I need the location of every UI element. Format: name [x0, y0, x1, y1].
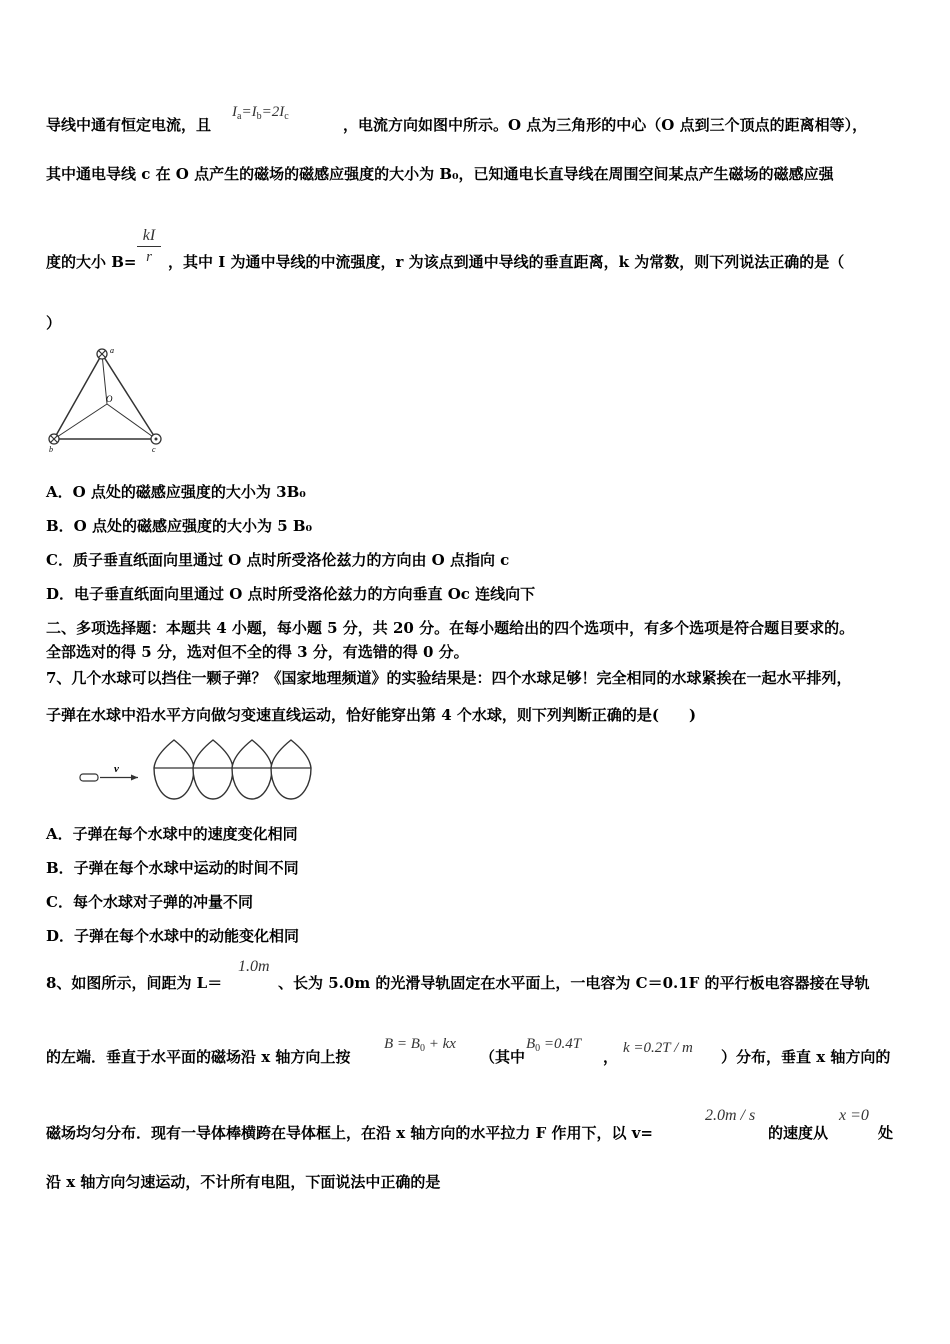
label-a: a: [110, 346, 114, 355]
label-c: c: [152, 445, 156, 454]
q8-line1-prefix: 8、如图所示，间距为 L＝: [46, 974, 223, 992]
q6-option-b: B．O 点处的磁感应强度的大小为 5 B₀: [46, 517, 313, 535]
q8-line3-suffix: 处: [878, 1124, 894, 1142]
label-o: O: [106, 394, 113, 404]
q6-option-c: C．质子垂直纸面向里通过 O 点时所受洛伦兹力的方向由 O 点指向 c: [46, 551, 510, 569]
q8-spacing-equation: 1.0m: [238, 958, 270, 975]
fraction-denominator: r: [146, 249, 152, 265]
q6-line4: ）: [46, 314, 62, 332]
section2-heading-line1: 二、多项选择题：本题共 4 小题，每小题 5 分，共 20 分。在每小题给出的四个选项中，有多个选项是符合题目要求的。: [46, 619, 855, 637]
q7-line1: 7、几个水球可以挡住一颗子弹？《国家地理频道》的实验结果是：四个水球足够！完全相同的水球紧挨在一起水平排列，: [46, 669, 852, 687]
water-balls-figure: [76, 736, 326, 806]
q8-line1-suffix: 、长为 5.0m 的光滑导轨固定在水平面上，一电容为 C＝0.1F 的平行板电容器接在导轨: [278, 974, 870, 992]
q8-velocity-equation: 2.0m / s: [705, 1107, 756, 1124]
velocity-label: v: [114, 763, 119, 775]
q6-line3-prefix: 度的大小 B=: [46, 253, 137, 271]
q8-b0-equation: $B_0 =0.4T$: [526, 1036, 582, 1054]
q8-line2-comma: ，: [603, 1048, 619, 1066]
section2-heading-line2: 全部选对的得 5 分，选对但不全的得 3 分，有选错的得 0 分。: [46, 643, 469, 661]
q6-line2: 其中通电导线 c 在 O 点产生的磁场的磁感应强度的大小为 B₀，已知通电长直导线在周围空间某点产生磁场的磁感应强: [46, 165, 834, 183]
q8-line2-mid: （其中: [480, 1048, 526, 1066]
q6-line3-suffix: ，其中 I 为通中导线的中流强度，r 为该点到通中导线的垂直距离，k 为常数，则下列说法正确的是（: [168, 253, 845, 271]
q6-fraction: [137, 226, 161, 267]
q8-line3-mid: 的速度从: [768, 1124, 829, 1142]
q8-line2-suffix: ）分布，垂直 x 轴方向的: [721, 1048, 891, 1066]
q8-line3-prefix: 磁场均匀分布．现有一导体棒横跨在导体框上，在沿 x 轴方向的水平拉力 F 作用下，以 v=: [46, 1124, 653, 1142]
q8-k-equation: k =0.2T / m: [623, 1040, 693, 1056]
q8-line4: 沿 x 轴方向匀速运动，不计所有电阻，下面说法中正确的是: [46, 1173, 441, 1191]
triangle-wire-figure: [44, 344, 174, 454]
q8-line2-prefix: 的左端．垂直于水平面的磁场沿 x 轴方向上按: [46, 1048, 351, 1066]
q7-option-c: C．每个水球对子弹的冲量不同: [46, 893, 253, 911]
q7-option-b: B．子弹在每个水球中运动的时间不同: [46, 859, 299, 877]
q6-current-equation: $I_a=I_b=2I_c$: [232, 104, 289, 122]
q6-line1-prefix: 导线中通有恒定电流，且: [46, 116, 212, 134]
q6-option-d: D．电子垂直纸面向里通过 O 点时所受洛伦兹力的方向垂直 Oc 连线向下: [46, 585, 536, 603]
q6-option-a: A．O 点处的磁感应强度的大小为 3B₀: [46, 483, 306, 501]
q6-line1: [46, 115, 211, 135]
q7-option-d: D．子弹在每个水球中的动能变化相同: [46, 927, 300, 945]
q8-field-equation: $B = B_0$ + kx: [384, 1036, 456, 1054]
q6-line1-suffix: ，电流方向如图中所示。O 点为三角形的中心（O 点到三个顶点的距离相等），: [343, 116, 868, 134]
q8-x0-equation: x =0: [839, 1107, 869, 1124]
fraction-numerator: kI: [137, 226, 161, 247]
q7-option-a: A．子弹在每个水球中的速度变化相同: [46, 825, 298, 843]
label-b: b: [49, 445, 53, 454]
q7-line2: 子弹在水球中沿水平方向做匀变速直线运动，恰好能穿出第 4 个水球，则下列判断正确的是( ): [46, 706, 697, 724]
